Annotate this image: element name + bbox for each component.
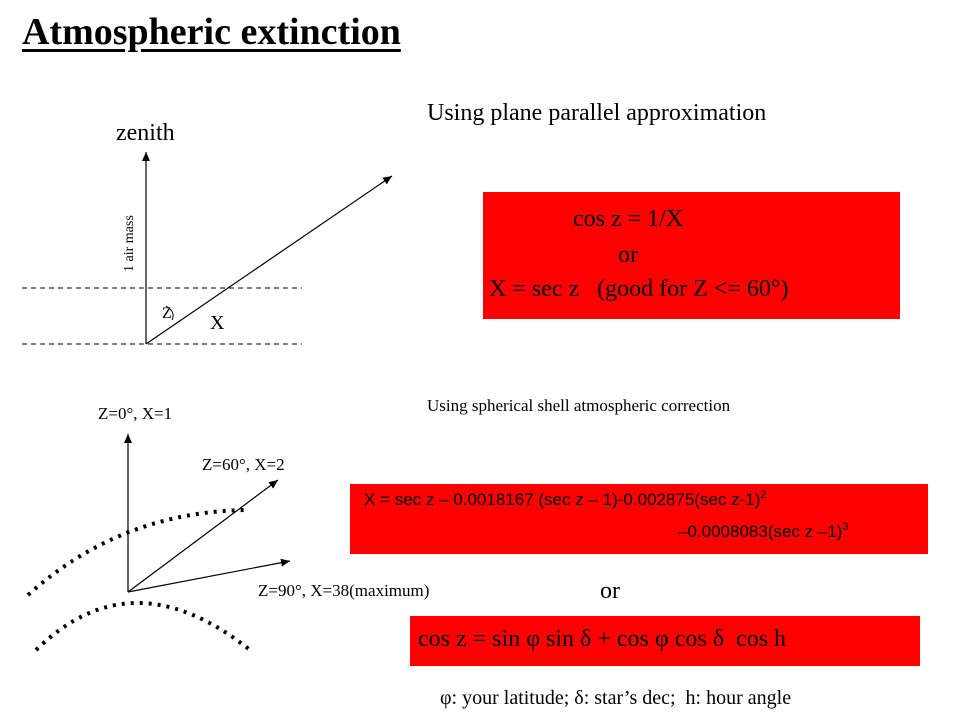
spherical-heading: Using spherical shell atmospheric correction: [427, 396, 731, 415]
correction-formula-line-2: [678, 522, 849, 542]
sixty-degree-ray-label: Z=60°, X=2: [202, 455, 285, 474]
plane-parallel-diagram: [22, 120, 392, 344]
correction-formula-text-1: X = sec z – 0.0018167 (sec z – 1)-0.002875(sec z-1): [364, 490, 761, 509]
sec-z-equation: X = sec z (good for Z <= 60°): [489, 276, 789, 302]
zenith-label: zenith: [116, 120, 175, 146]
correction-formula-line-1: [364, 490, 767, 510]
horizon-ray-label: Z=90°, X=38(maximum): [258, 581, 430, 600]
exponent-3: 3: [842, 521, 849, 533]
or-label: or: [600, 578, 620, 604]
page-title: Atmospheric extinction: [22, 11, 401, 53]
vertical-ray-label: Z=0°, X=1: [98, 404, 173, 423]
exponent-2: 2: [760, 489, 767, 501]
zenith-angle-label: Z: [162, 305, 172, 322]
plane-parallel-heading: Using plane parallel approximation: [427, 100, 767, 126]
air-mass-label: 1 air mass: [122, 215, 137, 272]
correction-formula-text-2: –0.0008083(sec z –1): [678, 522, 843, 541]
symbol-legend: φ: your latitude; δ: star’s dec; h: hour angle: [440, 687, 792, 709]
atmosphere-outer-shell: [28, 510, 246, 595]
hour-angle-formula-box: [410, 616, 920, 666]
slant-path-arrow: [146, 176, 392, 344]
sixty-degree-ray-arrow: [128, 480, 278, 592]
spherical-correction-formula-box: [350, 484, 928, 554]
cos-z-equation: cos z = 1/X: [573, 206, 684, 232]
or-connector: or: [618, 242, 638, 268]
hour-angle-formula: cos z = sin φ sin δ + cos φ cos δ cos h: [418, 626, 787, 652]
plane-parallel-formula-box: [483, 192, 900, 319]
air-mass-path-label: X: [210, 312, 225, 334]
earth-surface-shell: [36, 603, 250, 650]
